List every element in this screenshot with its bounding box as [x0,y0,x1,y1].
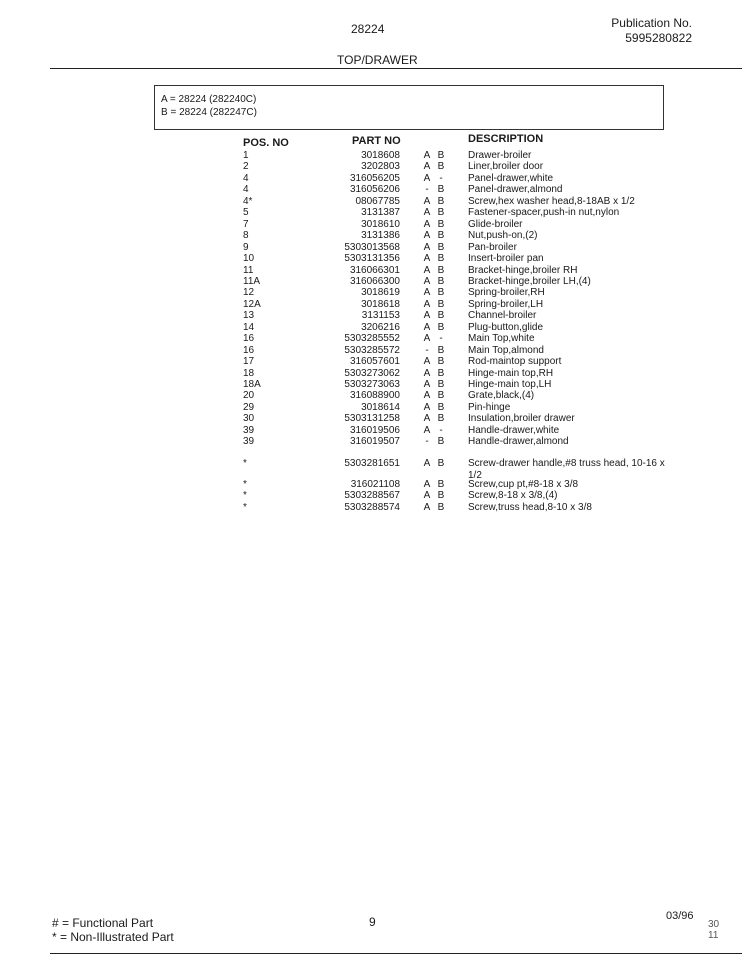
version-a-cell: A [423,322,431,333]
description-cell: Insert-broiler pan [468,253,544,264]
column-header-part: PART NO [352,135,401,147]
version-a-cell: A [423,402,431,413]
pos-cell: 11A [243,276,261,287]
table-row [0,490,750,502]
pos-cell: 11 [243,265,254,276]
version-b-cell: B [437,310,445,321]
page-date: 03/96 [666,910,694,922]
description-cell: Pan-broiler [468,242,517,253]
part-number-cell: 5303273063 [344,379,400,390]
pos-cell: * [243,479,247,490]
pos-cell: * [243,502,247,513]
pos-cell: 39 [243,425,255,436]
pos-cell: * [243,458,247,469]
pos-cell: * [243,490,247,501]
pos-cell: 7 [243,219,249,230]
page-number: 9 [369,915,376,929]
pos-cell: 17 [243,356,255,367]
version-b-cell: B [437,276,445,287]
description-cell: Panel-drawer,almond [468,184,563,195]
version-a-cell: A [423,150,431,161]
table-row [0,230,750,242]
version-b-cell: B [437,479,445,490]
description-cell: Main Top,almond [468,345,544,356]
version-b-cell: B [437,368,445,379]
pos-cell: 4 [243,184,249,195]
version-a-cell: A [423,379,431,390]
version-b-cell: B [437,184,445,195]
description-cell: Fastener-spacer,push-in nut,nylon [468,207,620,218]
part-number-cell: 5303281651 [344,458,400,469]
pos-cell: 39 [243,436,255,447]
table-row [0,436,750,448]
pos-cell: 4* [243,196,253,207]
pos-cell: 4 [243,173,249,184]
description-cell: Bracket-hinge,broiler RH [468,265,578,276]
description-cell: Liner,broiler door [468,161,544,172]
version-a-cell: A [423,425,431,436]
part-number-cell: 316066300 [349,276,400,287]
version-a-cell: A [423,490,431,501]
version-a: A = 28224 (282240C) [161,94,257,105]
section-title: TOP/DRAWER [337,53,418,67]
description-cell: Screw,hex washer head,8-18AB x 1/2 [468,196,635,207]
version-b-cell: B [437,253,445,264]
part-number-cell: 3018610 [361,219,400,230]
part-number-cell: 5303285552 [344,333,400,344]
version-b-cell: - [439,173,443,184]
pos-cell: 18A [243,379,261,390]
version-b-cell: B [437,402,445,413]
description-cell: Drawer-broiler [468,150,532,161]
pos-cell: 5 [243,207,249,218]
part-number-cell: 5303131258 [344,413,400,424]
table-row [0,458,750,481]
version-a-cell: A [423,265,431,276]
part-number-cell: 5303288567 [344,490,400,501]
description-cell: Spring-broiler,RH [468,287,545,298]
description-cell: Screw,truss head,8-10 x 3/8 [468,502,592,513]
version-a-cell: A [423,242,431,253]
pos-cell: 2 [243,161,249,172]
version-b-cell: B [437,436,445,447]
description-cell: Insulation,broiler drawer [468,413,575,424]
description-cell: Plug-button,glide [468,322,544,333]
version-b-cell: B [437,490,445,501]
part-number-cell: 5303288574 [344,502,400,513]
version-a-cell: A [423,173,431,184]
part-number-cell: 316019506 [349,425,400,436]
pos-cell: 20 [243,390,255,401]
version-legend-box [154,85,664,130]
part-number-cell: 08067785 [355,196,400,207]
table-row [0,161,750,173]
version-b-cell: B [437,356,445,367]
description-cell: Bracket-hinge,broiler LH,(4) [468,276,591,287]
version-a-cell: A [423,458,431,469]
pos-cell: 1 [243,150,249,161]
version-b-cell: B [437,502,445,513]
part-number-cell: 5303131356 [344,253,400,264]
part-number-cell: 3018614 [361,402,400,413]
version-b-cell: B [437,390,445,401]
version-b-cell: B [437,299,445,310]
description-cell: Hinge-main top,RH [468,368,554,379]
version-b-cell: B [437,230,445,241]
version-a-cell: A [423,310,431,321]
table-row [0,502,750,514]
description-cell: Screw,cup pt,#8-18 x 3/8 [468,479,579,490]
version-b-cell: B [437,242,445,253]
part-number-cell: 3018619 [361,287,400,298]
pos-cell: 30 [243,413,255,424]
part-number-cell: 3206216 [361,322,400,333]
version-b: B = 28224 (282247C) [161,107,257,118]
version-b-cell: B [437,458,445,469]
table-row [0,184,750,196]
version-b-cell: B [437,322,445,333]
version-b-cell: B [437,219,445,230]
version-b-cell: B [437,161,445,172]
description-cell: Hinge-main top,LH [468,379,552,390]
version-b-cell: B [437,207,445,218]
version-a-cell: A [423,230,431,241]
version-a-cell: A [423,299,431,310]
version-a-cell: A [423,413,431,424]
table-row [0,207,750,219]
part-number-cell: 316056206 [349,184,400,195]
version-a-cell: A [423,390,431,401]
version-a-cell: A [423,479,431,490]
table-row [0,333,750,345]
part-number-cell: 316019507 [349,436,400,447]
part-number-cell: 3131153 [361,310,400,321]
part-number-cell: 3131387 [361,207,400,218]
part-number-cell: 5303285572 [344,345,400,356]
table-row [0,287,750,299]
part-number-cell: 316021108 [350,479,400,490]
part-number-cell: 3018608 [361,150,400,161]
pos-cell: 13 [243,310,255,321]
part-number-cell: 5303273062 [344,368,400,379]
part-number-cell: 3018618 [361,299,400,310]
description-cell: Rod-maintop support [468,356,562,367]
version-a-cell: A [423,287,431,298]
publication-label: Publication No. [611,16,692,30]
version-a-cell: A [423,219,431,230]
description-cell: Screw-drawer handle,#8 truss head, 10-16 x 1/2 [468,458,665,481]
version-b-cell: B [437,150,445,161]
part-number-cell: 316056205 [349,173,400,184]
version-b-cell: B [437,379,445,390]
description-cell: Handle-drawer,almond [468,436,569,447]
version-a-cell: - [425,184,429,195]
version-b-cell: B [437,345,445,356]
footer-divider [50,953,742,954]
description-cell: Nut,push-on,(2) [468,230,538,241]
table-row [0,356,750,368]
version-b-cell: B [437,413,445,424]
pos-cell: 10 [243,253,255,264]
pos-cell: 29 [243,402,255,413]
model-number: 28224 [351,22,385,36]
description-cell: Glide-broiler [468,219,523,230]
column-header-description: DESCRIPTION [468,133,544,145]
version-a-cell: A [423,276,431,287]
version-a-cell: A [423,502,431,513]
header-divider [50,68,742,69]
pos-cell: 12 [243,287,255,298]
version-a-cell: A [423,253,431,264]
version-b-cell: B [437,196,445,207]
version-b-cell: - [439,333,443,344]
version-b-cell: B [437,265,445,276]
version-a-cell: - [425,436,429,447]
description-cell: Screw,8-18 x 3/8,(4) [468,490,558,501]
description-cell: Panel-drawer,white [468,173,554,184]
table-row [0,310,750,322]
version-a-cell: - [425,345,429,356]
version-a-cell: A [423,333,431,344]
pos-cell: 16 [243,333,255,344]
version-b-cell: - [439,425,443,436]
description-cell: Spring-broiler,LH [468,299,544,310]
pos-cell: 12A [243,299,261,310]
pos-cell: 14 [243,322,255,333]
table-row [0,413,750,425]
version-a-cell: A [423,368,431,379]
pos-cell: 16 [243,345,255,356]
pos-cell: 18 [243,368,255,379]
version-a-cell: A [423,161,431,172]
description-cell: Channel-broiler [468,310,537,321]
part-number-cell: 316066301 [349,265,400,276]
pos-cell: 9 [243,242,249,253]
margin-mark: 30 11 [708,919,720,941]
description-cell: Main Top,white [468,333,535,344]
version-a-cell: A [423,196,431,207]
description-cell: Pin-hinge [468,402,511,413]
column-header-pos: POS. NO [243,137,289,149]
publication-number: 5995280822 [625,31,692,45]
table-row [0,390,750,402]
version-b-cell: B [437,287,445,298]
part-number-cell: 5303013568 [344,242,400,253]
table-row [0,253,750,265]
description-cell: Grate,black,(4) [468,390,535,401]
version-a-cell: A [423,207,431,218]
part-number-cell: 316088900 [349,390,400,401]
part-number-cell: 3202803 [361,161,400,172]
pos-cell: 8 [243,230,249,241]
legend-non-illustrated-part: * = Non-Illustrated Part [52,930,174,944]
legend-functional-part: # = Functional Part [52,916,154,930]
part-number-cell: 3131386 [361,230,400,241]
part-number-cell: 316057601 [349,356,400,367]
description-cell: Handle-drawer,white [468,425,560,436]
version-a-cell: A [423,356,431,367]
